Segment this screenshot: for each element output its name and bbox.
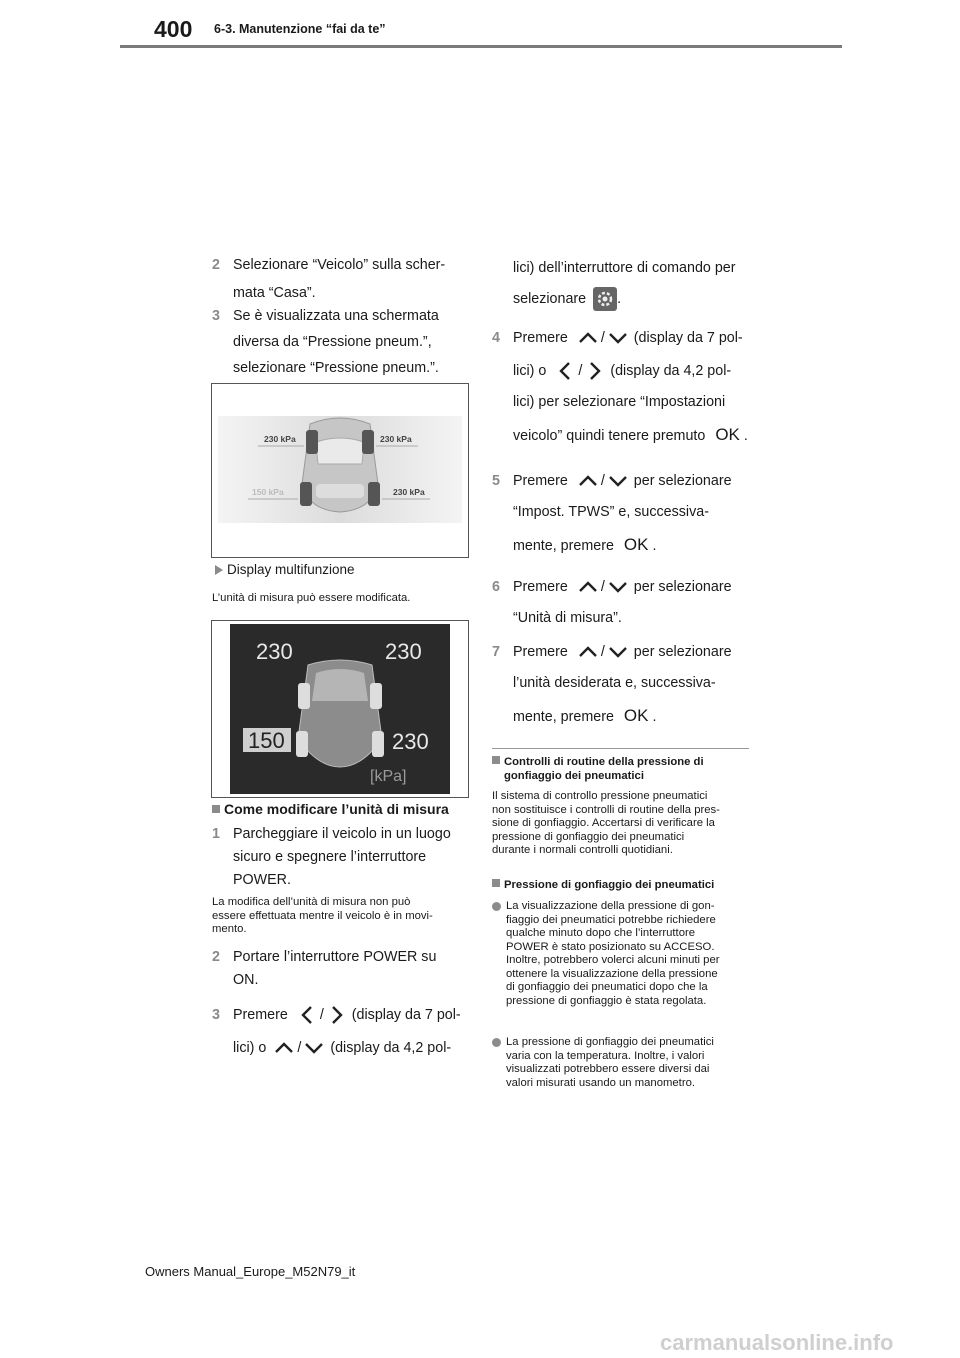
b1-line: fiaggio dei pneumatici potrebbe richiedere [506,913,716,926]
pressure-bullet-1-text [506,900,757,1008]
figure-tire-pressure-image [211,383,469,558]
ok-button-icon: OK [623,535,649,554]
rear-left-pressure: 150 kPa [252,487,284,497]
unit-step-3: 3 Premere / (display da 7 pol- lici) o / (display da 4,2 pol- [212,1007,461,1056]
chevron-up-icon [578,581,598,593]
moving-note: La modifica dell’unità di misura non può essere effettuata mentre il veicolo è in movi- mento. [212,896,433,935]
b1-line: ottenere la visualizzazione della pressione [506,967,718,980]
gear-icon [593,287,617,311]
footer-manual-id: Owners Manual_Europe_M52N79_it [145,1264,356,1279]
step-2: 2 Selezionare “Veicolo” sulla scher- mata “Casa”. [212,257,446,301]
b1-line: Inoltre, potrebbero volerci alcuni minuti per [506,954,720,966]
b1-line: La visualizzazione della pressione di gon- [506,900,715,912]
round-bullet-icon [492,1038,501,1047]
b2-line: varia con la temperatura. Inoltre, i valori [506,1049,705,1062]
front-left-pressure: 230 kPa [264,434,296,444]
chevron-right-icon [330,1005,344,1025]
mfd-rear-left: 150 [248,728,285,753]
chevron-down-icon [608,332,628,344]
b2-line: valori misurati usando un manometro. [506,1076,695,1089]
figure-caption: Display multifunzione [214,562,355,577]
figure-mfd-display [211,620,469,798]
chevron-up-icon [274,1042,294,1054]
heading-inflation-pressure: Pressione di gonfiaggio dei pneumatici [492,879,714,893]
header-rule [120,45,842,48]
watermark: carmanualsonline.info [660,1330,894,1355]
rear-right-pressure: 230 kPa [393,487,425,497]
triangle-right-icon [214,565,224,575]
unit-step-1: 1 Parcheggiare il veicolo in un luogo sicuro e spegnere l’interruttore POWER. [212,826,451,888]
square-bullet-icon [212,805,220,813]
chevron-down-icon [608,475,628,487]
mfd-tire-pressure-screen [212,621,468,797]
chevron-down-icon [304,1042,324,1054]
mfd-unit: [kPa] [370,768,407,785]
step-5: 5 Premere / per selezionare “Impost. TPWS” e, successiva- mente, premere OK . [492,473,732,554]
pressure-bullet-1 [492,900,757,1008]
chevron-up-icon [578,646,598,658]
mfd-front-right: 230 [385,639,422,664]
unit-note: L’unità di misura può essere modificata. [212,592,411,604]
b2-line: visualizzati potrebbero essere diversi dai [506,1063,710,1075]
mfd-front-left: 230 [256,639,293,664]
chevron-left-icon [300,1005,314,1025]
unit-step-2: 2 Portare l’interruttore POWER su ON. [212,949,437,988]
b1-line: qualche minuto dopo che l’interruttore [506,927,696,939]
mfd-rear-right: 230 [392,729,429,754]
step-7: 7 Premere / per selezionare l’unità desiderata e, successiva- mente, premere OK . [492,644,732,725]
page-number: 400 [154,16,193,42]
heading-change-unit: Come modificare l’unità di misura [212,801,449,817]
round-bullet-icon [492,902,501,911]
pressure-bullet-2 [492,1036,757,1090]
car-top-view-illustration [212,384,468,557]
step-3-continued: lici) dell’interruttore di comando per selezionare . [513,257,773,311]
ok-button-icon: OK [623,706,649,725]
routine-text: Il sistema di controllo pressione pneumatici non sostituisce i controlli di routine della pres- sione di gonfiaggio. Accertarsi di verificare la pressione di gonfiaggio dei pneumatici durante i normali controlli quotidiani. [492,790,720,856]
chevron-right-icon [588,361,602,381]
front-right-pressure: 230 kPa [380,434,412,444]
step-3: 3 Se è visualizzata una schermata diversa da “Pressione pneum.”, selezionare “Pressione pneum.”. [212,308,439,376]
square-bullet-icon [492,756,500,764]
ok-button-icon: OK [715,425,740,444]
chevron-up-icon [578,332,598,344]
b1-line: pressione di gonfiaggio è stata regolata. [506,994,707,1007]
b1-line: POWER è stato posizionato su ACCESO. [506,940,715,953]
chevron-down-icon [608,646,628,658]
step-6: 6 Premere / per selezionare “Unità di misura”. [492,579,732,626]
pressure-bullet-2-text [506,1036,757,1090]
notes-divider [492,748,749,749]
section-title: 6-3. Manutenzione “fai da te” [214,22,386,36]
square-bullet-icon [492,879,500,887]
chevron-left-icon [558,361,572,381]
heading-routine-checks: Controlli di routine della pressione di gonfiaggio dei pneumatici [492,756,757,783]
step-4: 4 Premere / (display da 7 pol- lici) o / (display da 4,2 pol- lici) per selezionare “Impostazioni veicolo” quindi tenere premuto OK . [492,330,748,444]
b2-line: La pressione di gonfiaggio dei pneumatici [506,1036,714,1048]
chevron-down-icon [608,581,628,593]
b1-line: di gonfiaggio dei pneumatici dopo che la [506,981,708,993]
chevron-up-icon [578,475,598,487]
